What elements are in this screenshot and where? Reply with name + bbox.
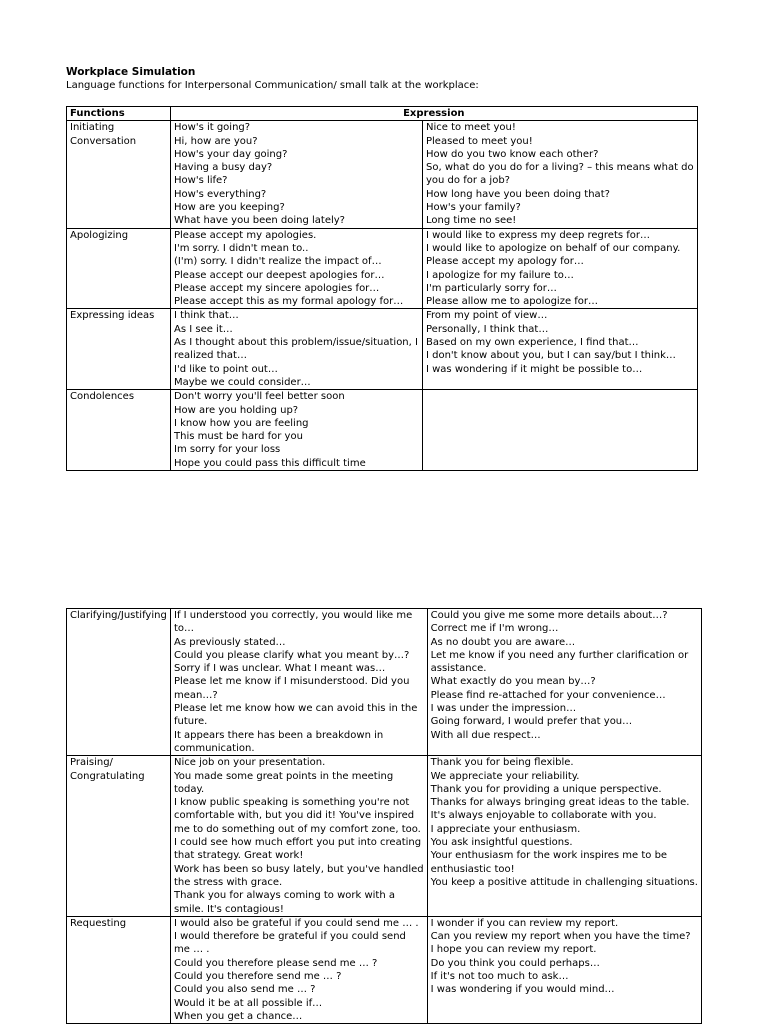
expression-line: Could you therefore send me … ? — [174, 971, 342, 983]
table-header-row — [67, 107, 698, 121]
expression-line: Could you also send me … ? — [174, 984, 316, 996]
function-label: Praising/ — [70, 757, 113, 769]
expression-cell-left — [171, 756, 428, 917]
table-row — [67, 390, 698, 471]
expression-line: Thank you for always coming to work with a — [174, 890, 396, 902]
expression-line: When you get a chance… — [174, 1010, 303, 1022]
expression-line: Please allow me to apologize for… — [426, 296, 599, 308]
expression-line: Please let me know how we can avoid this in the — [174, 703, 418, 715]
expression-line: Please accept my apology for… — [426, 256, 584, 268]
function-cell — [67, 121, 171, 228]
function-label: Congratulating — [70, 770, 145, 782]
language-functions-table-2 — [66, 608, 702, 1024]
function-label: Requesting — [70, 917, 127, 929]
function-cell — [67, 309, 171, 390]
expression-line: How's your family? — [426, 202, 521, 214]
expression-line: me … . — [174, 944, 210, 956]
expression-line: me to do something out of my comfort zone, too. — [174, 823, 421, 835]
expression-line: You ask insightful questions. — [430, 837, 573, 849]
document-subtitle: Language functions for Interpersonal Communication/ small talk at the workplace: — [66, 80, 479, 91]
table-row — [67, 121, 698, 228]
expression-line: How are you keeping? — [174, 202, 285, 214]
language-functions-table-1 — [66, 106, 698, 471]
function-label: Initiating — [70, 122, 115, 134]
expression-line: I could see how much effort you put into creating — [174, 837, 422, 849]
expression-line: communication. — [174, 742, 255, 754]
expression-line: Maybe we could consider… — [174, 376, 311, 388]
expression-line: Hope you could pass this difficult time — [174, 457, 366, 469]
expression-cell-left — [171, 309, 423, 390]
expression-line: Correct me if I'm wrong… — [430, 623, 559, 635]
expression-line: the stress with grace. — [174, 876, 283, 888]
expression-line: Could you therefore please send me … ? — [174, 957, 378, 969]
expression-line: Please let me know if I misunderstood. Did you — [174, 676, 410, 688]
expression-line: Thank you for being flexible. — [430, 757, 574, 769]
expression-line: I'm sorry. I didn't mean to.. — [174, 242, 309, 254]
expression-line: to… — [174, 623, 195, 635]
expression-line: How's everything? — [174, 188, 267, 200]
expression-line: How's it going? — [174, 122, 251, 134]
expression-line: Sorry if I was unclear. What I meant was… — [174, 663, 386, 675]
expression-line: I appreciate your enthusiasm. — [430, 823, 581, 835]
expression-line: What exactly do you mean by…? — [430, 676, 596, 688]
expression-cell-right — [427, 609, 701, 756]
expression-line: We appreciate your reliability. — [430, 770, 580, 782]
expression-line: From my point of view… — [426, 310, 548, 322]
expression-line: Don't worry you'll feel better soon — [174, 391, 345, 403]
expression-line: today. — [174, 783, 205, 795]
expression-line: Nice to meet you! — [426, 122, 516, 134]
expression-line: Please accept my sincere apologies for… — [174, 282, 380, 294]
expression-line: Long time no see! — [426, 215, 517, 227]
expression-line: Personally, I think that… — [426, 323, 549, 335]
functions-header: Functions — [67, 107, 171, 121]
expression-line: Thank you for providing a unique perspective. — [430, 783, 662, 795]
table-row — [67, 609, 702, 756]
function-cell — [67, 756, 171, 917]
expression-line: Can you review my report when you have the time? — [430, 931, 691, 943]
expression-line: I would like to express my deep regrets for… — [426, 229, 651, 241]
expression-line: So, what do you do for a living? – this means what do — [426, 162, 694, 174]
expression-line: If it's not too much to ask… — [430, 971, 569, 983]
expression-cell-left — [171, 916, 428, 1023]
expression-cell-right — [427, 916, 701, 1023]
expression-line: As no doubt you are aware… — [430, 636, 576, 648]
document-title: Workplace Simulation — [66, 66, 196, 78]
expression-line: Could you give me some more details about…? — [430, 610, 668, 621]
expression-line: How's life? — [174, 175, 228, 187]
expression-line: Please accept our deepest apologies for… — [174, 269, 385, 281]
expression-line: As I see it… — [174, 323, 233, 335]
expression-cell-right — [423, 390, 698, 471]
table-row — [67, 309, 698, 390]
expression-line: I hope you can review my report. — [430, 944, 597, 956]
expression-line: Please accept this as my formal apology for… — [174, 296, 404, 308]
expression-line: comfortable with, but you did it! You've inspired — [174, 810, 415, 822]
expression-line: Please find re-attached for your convenience… — [430, 689, 666, 701]
expression-line: How's your day going? — [174, 148, 288, 160]
expression-line: As previously stated… — [174, 636, 286, 648]
expression-line: You made some great points in the meeting — [174, 770, 394, 782]
expression-line: I was under the impression… — [430, 703, 577, 715]
function-cell — [67, 390, 171, 471]
expression-line: With all due respect… — [430, 729, 541, 741]
function-cell — [67, 609, 171, 756]
function-cell — [67, 228, 171, 309]
expression-line: How are you holding up? — [174, 404, 299, 416]
function-cell — [67, 916, 171, 1023]
expression-line: I was wondering if it might be possible to… — [426, 363, 643, 375]
expression-line: Do you think you could perhaps… — [430, 957, 600, 969]
expression-line: You keep a positive attitude in challenging situations. — [430, 876, 698, 888]
function-label: Condolences — [70, 391, 135, 403]
expression-line: realized that… — [174, 350, 247, 362]
expression-line: Based on my own experience, I find that… — [426, 337, 639, 349]
expression-line: Going forward, I would prefer that you… — [430, 716, 633, 728]
expression-line: How long have you been doing that? — [426, 188, 610, 200]
expression-line: Thanks for always bringing great ideas to the table. — [430, 797, 690, 809]
function-label: Expressing ideas — [70, 310, 155, 322]
expression-cell-right — [423, 228, 698, 309]
expression-line: I would like to apologize on behalf of our company. — [426, 242, 681, 254]
expression-cell-left — [171, 228, 423, 309]
expression-cell-left — [171, 390, 423, 471]
expression-line: I know public speaking is something you're not — [174, 797, 410, 809]
expression-line: (I'm) sorry. I didn't realize the impact of… — [174, 256, 382, 268]
expression-line: If I understood you correctly, you would like me — [174, 610, 413, 621]
expression-cell-left — [171, 121, 423, 228]
expression-line: future. — [174, 716, 208, 728]
expression-line: assistance. — [430, 663, 487, 675]
expression-line: smile. It's contagious! — [174, 903, 284, 915]
expression-line: Work has been so busy lately, but you've handled — [174, 863, 424, 875]
table-row — [67, 756, 702, 917]
expression-line: enthusiastic too! — [430, 863, 515, 875]
expression-cell-right — [423, 309, 698, 390]
expression-line: I don't know about you, but I can say/but I think… — [426, 350, 676, 362]
expression-line: I was wondering if you would mind… — [430, 984, 615, 996]
function-label: Conversation — [70, 135, 137, 147]
expression-cell-left — [171, 609, 428, 756]
expression-line: Your enthusiasm for the work inspires me to be — [430, 850, 668, 862]
expression-line: How do you two know each other? — [426, 148, 599, 160]
expression-line: I would also be grateful if you could send me … . — [174, 917, 419, 929]
expression-line: I apologize for my failure to… — [426, 269, 574, 281]
expression-cell-right — [423, 121, 698, 228]
table-row — [67, 228, 698, 309]
function-label: Clarifying/Justifying — [70, 610, 167, 621]
expression-line: I'm particularly sorry for… — [426, 282, 557, 294]
expression-line: What have you been doing lately? — [174, 215, 345, 227]
expression-header: Expression — [171, 107, 698, 121]
expression-line: Im sorry for your loss — [174, 444, 281, 456]
expression-line: I wonder if you can review my report. — [430, 917, 619, 929]
expression-line: Nice job on your presentation. — [174, 757, 326, 769]
expression-line: you do for a job? — [426, 175, 510, 187]
expression-line: I would therefore be grateful if you could send — [174, 931, 406, 943]
expression-cell-right — [427, 756, 701, 917]
expression-line: Hi, how are you? — [174, 135, 258, 147]
expression-line: It appears there has been a breakdown in — [174, 729, 384, 741]
expression-line: Pleased to meet you! — [426, 135, 533, 147]
expression-line: This must be hard for you — [174, 431, 303, 443]
expression-line: Let me know if you need any further clarification or — [430, 649, 689, 661]
expression-line: I know how you are feeling — [174, 417, 309, 429]
expression-line: It's always enjoyable to collaborate with you. — [430, 810, 657, 822]
expression-line: I'd like to point out… — [174, 363, 278, 375]
table-row — [67, 916, 702, 1023]
expression-line: mean…? — [174, 689, 218, 701]
expression-line: Could you please clarify what you meant by…? — [174, 649, 410, 661]
expression-line: I think that… — [174, 310, 239, 322]
expression-line: Please accept my apologies. — [174, 229, 317, 241]
expression-line: As I thought about this problem/issue/situation, I — [174, 337, 418, 349]
expression-line: Having a busy day? — [174, 162, 273, 174]
expression-line: Would it be at all possible if… — [174, 997, 323, 1009]
expression-line: that strategy. Great work! — [174, 850, 304, 862]
function-label: Apologizing — [70, 229, 129, 241]
